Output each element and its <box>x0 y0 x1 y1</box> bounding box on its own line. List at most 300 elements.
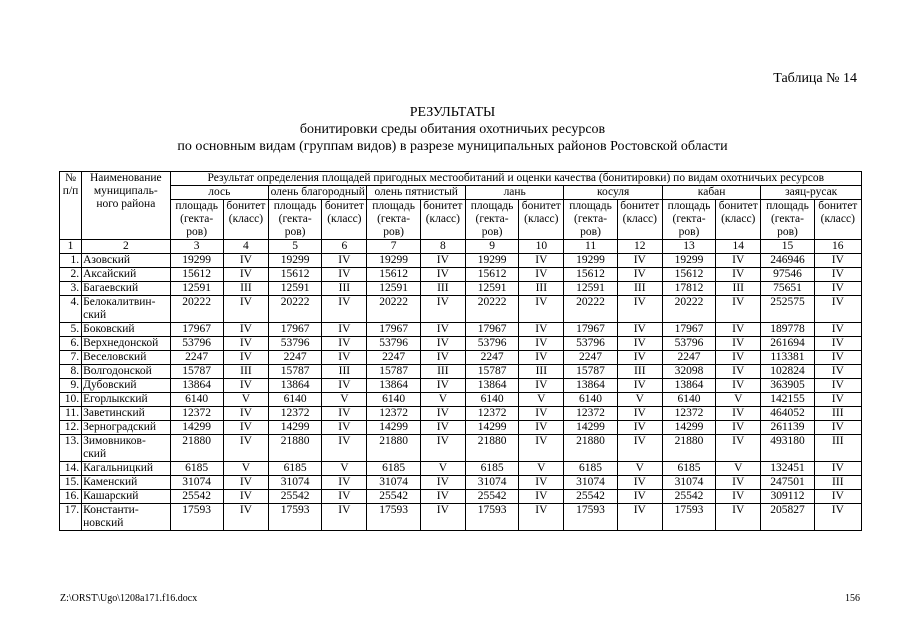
area-cell: 15612 <box>170 268 223 282</box>
bonitet-cell: V <box>617 393 662 407</box>
column-number: 4 <box>223 240 268 254</box>
column-number: 5 <box>269 240 322 254</box>
area-cell: 53796 <box>662 337 715 351</box>
bonitet-cell: IV <box>519 268 564 282</box>
row-number: 11. <box>60 407 82 421</box>
table-row <box>60 268 862 282</box>
column-number: 9 <box>465 240 518 254</box>
bonitet-cell: IV <box>716 476 761 490</box>
row-number: 6. <box>60 337 82 351</box>
area-cell: 53796 <box>465 337 518 351</box>
bonitet-cell: IV <box>322 254 367 268</box>
bonitet-cell: IV <box>814 282 861 296</box>
header-area: площадь (гекта-ров) <box>367 200 420 240</box>
area-cell: 13864 <box>465 379 518 393</box>
results-table <box>59 171 862 531</box>
bonitet-cell: IV <box>223 323 268 337</box>
area-cell: 252575 <box>761 296 814 323</box>
header-bonitet: бонитет (класс) <box>223 200 268 240</box>
area-cell: 2247 <box>170 351 223 365</box>
header-area: площадь (гекта-ров) <box>564 200 617 240</box>
bonitet-cell: III <box>617 365 662 379</box>
area-cell: 25542 <box>367 490 420 504</box>
bonitet-cell: IV <box>420 268 465 282</box>
bonitet-cell: IV <box>617 476 662 490</box>
column-number: 15 <box>761 240 814 254</box>
table-row <box>60 296 862 323</box>
column-number: 12 <box>617 240 662 254</box>
area-cell: 75651 <box>761 282 814 296</box>
bonitet-cell: IV <box>420 421 465 435</box>
district-name: Константи-новский <box>82 504 170 531</box>
area-cell: 15612 <box>465 268 518 282</box>
row-number: 7. <box>60 351 82 365</box>
area-cell: 19299 <box>662 254 715 268</box>
table-row <box>60 476 862 490</box>
area-cell: 247501 <box>761 476 814 490</box>
area-cell: 12372 <box>269 407 322 421</box>
table-number-label: Таблица № 14 <box>773 71 857 86</box>
header-species: заяц-русак <box>761 186 862 200</box>
bonitet-cell: IV <box>617 254 662 268</box>
bonitet-cell: IV <box>223 254 268 268</box>
bonitet-cell: V <box>519 462 564 476</box>
bonitet-cell: IV <box>814 268 861 282</box>
area-cell: 142155 <box>761 393 814 407</box>
bonitet-cell: IV <box>519 323 564 337</box>
district-name: Зерноградский <box>82 421 170 435</box>
bonitet-cell: III <box>519 282 564 296</box>
area-cell: 132451 <box>761 462 814 476</box>
area-cell: 20222 <box>465 296 518 323</box>
header-num: № п/п <box>60 172 82 240</box>
area-cell: 6185 <box>662 462 715 476</box>
district-name: Азовский <box>82 254 170 268</box>
bonitet-cell: IV <box>519 296 564 323</box>
area-cell: 12372 <box>465 407 518 421</box>
row-number: 13. <box>60 435 82 462</box>
area-cell: 31074 <box>367 476 420 490</box>
area-cell: 53796 <box>170 337 223 351</box>
row-number: 5. <box>60 323 82 337</box>
bonitet-cell: IV <box>814 393 861 407</box>
area-cell: 19299 <box>367 254 420 268</box>
header-bonitet: бонитет (класс) <box>519 200 564 240</box>
bonitet-cell: IV <box>519 504 564 531</box>
bonitet-cell: IV <box>322 421 367 435</box>
area-cell: 32098 <box>662 365 715 379</box>
row-number: 1. <box>60 254 82 268</box>
bonitet-cell: IV <box>420 296 465 323</box>
bonitet-cell: IV <box>322 296 367 323</box>
bonitet-cell: IV <box>519 421 564 435</box>
area-cell: 17967 <box>367 323 420 337</box>
header-area: площадь (гекта-ров) <box>170 200 223 240</box>
bonitet-cell: III <box>223 282 268 296</box>
area-cell: 15787 <box>170 365 223 379</box>
area-cell: 53796 <box>269 337 322 351</box>
area-cell: 113381 <box>761 351 814 365</box>
area-cell: 6185 <box>367 462 420 476</box>
area-cell: 15612 <box>367 268 420 282</box>
area-cell: 17593 <box>367 504 420 531</box>
bonitet-cell: IV <box>223 476 268 490</box>
area-cell: 13864 <box>367 379 420 393</box>
bonitet-cell: V <box>716 462 761 476</box>
bonitet-cell: V <box>716 393 761 407</box>
column-number: 16 <box>814 240 861 254</box>
header-subhead-row <box>60 200 862 240</box>
bonitet-cell: IV <box>322 476 367 490</box>
district-name: Белокалитвин-ский <box>82 296 170 323</box>
bonitet-cell: IV <box>617 337 662 351</box>
bonitet-cell: IV <box>420 254 465 268</box>
area-cell: 6140 <box>662 393 715 407</box>
table-row <box>60 407 862 421</box>
bonitet-cell: IV <box>420 504 465 531</box>
table-row <box>60 323 862 337</box>
bonitet-cell: IV <box>814 323 861 337</box>
bonitet-cell: III <box>617 282 662 296</box>
bonitet-cell: IV <box>322 268 367 282</box>
area-cell: 25542 <box>662 490 715 504</box>
bonitet-cell: IV <box>814 421 861 435</box>
bonitet-cell: IV <box>519 254 564 268</box>
bonitet-cell: III <box>420 365 465 379</box>
bonitet-cell: III <box>420 282 465 296</box>
header-area: площадь (гекта-ров) <box>662 200 715 240</box>
column-number: 3 <box>170 240 223 254</box>
area-cell: 20222 <box>367 296 420 323</box>
bonitet-cell: IV <box>814 365 861 379</box>
bonitet-cell: IV <box>617 323 662 337</box>
district-name: Багаевский <box>82 282 170 296</box>
area-cell: 19299 <box>269 254 322 268</box>
area-cell: 97546 <box>761 268 814 282</box>
area-cell: 31074 <box>564 476 617 490</box>
bonitet-cell: IV <box>716 337 761 351</box>
area-cell: 21880 <box>269 435 322 462</box>
area-cell: 6185 <box>465 462 518 476</box>
area-cell: 12591 <box>170 282 223 296</box>
district-name: Дубовский <box>82 379 170 393</box>
header-species: олень пятнистый <box>367 186 465 200</box>
bonitet-cell: III <box>814 407 861 421</box>
bonitet-cell: IV <box>716 323 761 337</box>
area-cell: 19299 <box>564 254 617 268</box>
area-cell: 246946 <box>761 254 814 268</box>
bonitet-cell: IV <box>814 254 861 268</box>
area-cell: 12372 <box>564 407 617 421</box>
header-species-row <box>60 186 862 200</box>
bonitet-cell: IV <box>223 490 268 504</box>
area-cell: 21880 <box>564 435 617 462</box>
column-number-row <box>60 240 862 254</box>
area-cell: 6140 <box>170 393 223 407</box>
bonitet-cell: IV <box>814 379 861 393</box>
bonitet-cell: III <box>814 435 861 462</box>
bonitet-cell: III <box>519 365 564 379</box>
area-cell: 12591 <box>269 282 322 296</box>
bonitet-cell: IV <box>716 490 761 504</box>
area-cell: 21880 <box>170 435 223 462</box>
bonitet-cell: V <box>420 462 465 476</box>
row-number: 2. <box>60 268 82 282</box>
bonitet-cell: IV <box>322 323 367 337</box>
area-cell: 6140 <box>564 393 617 407</box>
area-cell: 14299 <box>465 421 518 435</box>
area-cell: 102824 <box>761 365 814 379</box>
area-cell: 12372 <box>662 407 715 421</box>
bonitet-cell: IV <box>716 421 761 435</box>
bonitet-cell: IV <box>716 268 761 282</box>
header-bonitet: бонитет (класс) <box>617 200 662 240</box>
area-cell: 14299 <box>269 421 322 435</box>
header-species: лось <box>170 186 268 200</box>
bonitet-cell: IV <box>223 296 268 323</box>
row-number: 14. <box>60 462 82 476</box>
bonitet-cell: IV <box>223 379 268 393</box>
area-cell: 2247 <box>465 351 518 365</box>
area-cell: 6185 <box>170 462 223 476</box>
area-cell: 6185 <box>269 462 322 476</box>
bonitet-cell: IV <box>420 407 465 421</box>
column-number: 13 <box>662 240 715 254</box>
column-number: 7 <box>367 240 420 254</box>
area-cell: 17593 <box>465 504 518 531</box>
area-cell: 6140 <box>465 393 518 407</box>
bonitet-cell: IV <box>420 337 465 351</box>
area-cell: 6140 <box>367 393 420 407</box>
bonitet-cell: IV <box>322 379 367 393</box>
table-body <box>60 254 862 531</box>
row-number: 3. <box>60 282 82 296</box>
area-cell: 31074 <box>170 476 223 490</box>
district-name: Боковский <box>82 323 170 337</box>
area-cell: 309112 <box>761 490 814 504</box>
bonitet-cell: IV <box>223 337 268 351</box>
row-number: 10. <box>60 393 82 407</box>
column-number: 6 <box>322 240 367 254</box>
area-cell: 493180 <box>761 435 814 462</box>
area-cell: 189778 <box>761 323 814 337</box>
area-cell: 363905 <box>761 379 814 393</box>
header-result: Результат определения площадей пригодных местообитаний и оценки качества (бонитировки) по видам охотничьих ресурсов <box>170 172 861 186</box>
row-number: 9. <box>60 379 82 393</box>
bonitet-cell: V <box>322 393 367 407</box>
bonitet-cell: IV <box>617 435 662 462</box>
row-number: 12. <box>60 421 82 435</box>
district-name: Аксайский <box>82 268 170 282</box>
bonitet-cell: IV <box>617 421 662 435</box>
area-cell: 31074 <box>465 476 518 490</box>
header-area: площадь (гекта-ров) <box>465 200 518 240</box>
bonitet-cell: IV <box>617 379 662 393</box>
header-bonitet: бонитет (класс) <box>322 200 367 240</box>
area-cell: 17967 <box>465 323 518 337</box>
area-cell: 21880 <box>367 435 420 462</box>
header-district-name: Наименование муниципаль-ного района <box>82 172 170 240</box>
district-name: Кагальницкий <box>82 462 170 476</box>
district-name: Верхнедонской <box>82 337 170 351</box>
bonitet-cell: IV <box>814 337 861 351</box>
area-cell: 12591 <box>564 282 617 296</box>
area-cell: 17812 <box>662 282 715 296</box>
bonitet-cell: IV <box>716 504 761 531</box>
header-species: косуля <box>564 186 662 200</box>
table-row <box>60 462 862 476</box>
area-cell: 14299 <box>662 421 715 435</box>
area-cell: 21880 <box>662 435 715 462</box>
bonitet-cell: IV <box>716 296 761 323</box>
bonitet-cell: IV <box>322 435 367 462</box>
area-cell: 17593 <box>170 504 223 531</box>
area-cell: 2247 <box>269 351 322 365</box>
bonitet-cell: IV <box>420 435 465 462</box>
bonitet-cell: IV <box>519 476 564 490</box>
bonitet-cell: IV <box>617 351 662 365</box>
bonitet-cell: IV <box>420 476 465 490</box>
table-row <box>60 490 862 504</box>
header-area: площадь (гекта-ров) <box>761 200 814 240</box>
area-cell: 13864 <box>269 379 322 393</box>
bonitet-cell: IV <box>814 462 861 476</box>
bonitet-cell: IV <box>716 351 761 365</box>
bonitet-cell: IV <box>519 490 564 504</box>
bonitet-cell: III <box>322 282 367 296</box>
bonitet-cell: IV <box>716 407 761 421</box>
area-cell: 2247 <box>367 351 420 365</box>
area-cell: 19299 <box>465 254 518 268</box>
column-number: 1 <box>60 240 82 254</box>
bonitet-cell: IV <box>223 407 268 421</box>
district-name: Заветинский <box>82 407 170 421</box>
area-cell: 13864 <box>564 379 617 393</box>
document-title: РЕЗУЛЬТАТЫ <box>409 105 496 120</box>
bonitet-cell: IV <box>322 351 367 365</box>
area-cell: 17967 <box>564 323 617 337</box>
bonitet-cell: IV <box>322 490 367 504</box>
footer-file-path: Z:\ORST\Ugo\1208a171.f16.docx <box>60 593 198 604</box>
area-cell: 20222 <box>170 296 223 323</box>
header-species: олень благородный <box>269 186 367 200</box>
table-row <box>60 421 862 435</box>
bonitet-cell: IV <box>322 407 367 421</box>
area-cell: 12591 <box>465 282 518 296</box>
bonitet-cell: IV <box>716 254 761 268</box>
area-cell: 13864 <box>170 379 223 393</box>
bonitet-cell: IV <box>519 337 564 351</box>
bonitet-cell: IV <box>617 268 662 282</box>
area-cell: 53796 <box>564 337 617 351</box>
row-number: 4. <box>60 296 82 323</box>
bonitet-cell: IV <box>814 490 861 504</box>
area-cell: 15787 <box>465 365 518 379</box>
area-cell: 2247 <box>564 351 617 365</box>
area-cell: 20222 <box>662 296 715 323</box>
bonitet-cell: IV <box>223 504 268 531</box>
header-bonitet: бонитет (класс) <box>814 200 861 240</box>
header-bonitet: бонитет (класс) <box>716 200 761 240</box>
document-heading <box>0 104 905 155</box>
district-name: Волгодонской <box>82 365 170 379</box>
bonitet-cell: IV <box>814 504 861 531</box>
column-number: 14 <box>716 240 761 254</box>
district-name: Кашарский <box>82 490 170 504</box>
area-cell: 261694 <box>761 337 814 351</box>
bonitet-cell: IV <box>716 365 761 379</box>
bonitet-cell: III <box>223 365 268 379</box>
document-subtitle-line1: бонитировки среды обитания охотничьих ресурсов <box>299 122 606 137</box>
table-row <box>60 435 862 462</box>
area-cell: 6185 <box>564 462 617 476</box>
area-cell: 12591 <box>367 282 420 296</box>
bonitet-cell: IV <box>617 504 662 531</box>
row-number: 17. <box>60 504 82 531</box>
area-cell: 21880 <box>465 435 518 462</box>
table-row <box>60 351 862 365</box>
area-cell: 15787 <box>367 365 420 379</box>
bonitet-cell: IV <box>322 504 367 531</box>
area-cell: 15787 <box>564 365 617 379</box>
area-cell: 6140 <box>269 393 322 407</box>
header-species: лань <box>465 186 563 200</box>
bonitet-cell: IV <box>420 323 465 337</box>
bonitet-cell: V <box>519 393 564 407</box>
column-number: 2 <box>82 240 170 254</box>
area-cell: 15612 <box>662 268 715 282</box>
area-cell: 19299 <box>170 254 223 268</box>
area-cell: 12372 <box>170 407 223 421</box>
area-cell: 13864 <box>662 379 715 393</box>
column-number: 10 <box>519 240 564 254</box>
area-cell: 31074 <box>269 476 322 490</box>
bonitet-cell: IV <box>420 490 465 504</box>
bonitet-cell: IV <box>223 268 268 282</box>
bonitet-cell: IV <box>519 435 564 462</box>
bonitet-cell: IV <box>519 407 564 421</box>
bonitet-cell: IV <box>519 351 564 365</box>
area-cell: 464052 <box>761 407 814 421</box>
area-cell: 14299 <box>367 421 420 435</box>
area-cell: 25542 <box>465 490 518 504</box>
bonitet-cell: V <box>223 462 268 476</box>
table-row <box>60 379 862 393</box>
column-number: 11 <box>564 240 617 254</box>
district-name: Веселовский <box>82 351 170 365</box>
area-cell: 2247 <box>662 351 715 365</box>
area-cell: 20222 <box>269 296 322 323</box>
bonitet-cell: IV <box>716 379 761 393</box>
bonitet-cell: III <box>322 365 367 379</box>
row-number: 16. <box>60 490 82 504</box>
bonitet-cell: IV <box>420 379 465 393</box>
table-row <box>60 254 862 268</box>
bonitet-cell: IV <box>223 435 268 462</box>
row-number: 8. <box>60 365 82 379</box>
area-cell: 53796 <box>367 337 420 351</box>
bonitet-cell: IV <box>223 351 268 365</box>
bonitet-cell: IV <box>814 296 861 323</box>
bonitet-cell: V <box>322 462 367 476</box>
area-cell: 14299 <box>564 421 617 435</box>
document-subtitle-line2: по основным видам (группам видов) в разрезе муниципальных районов Ростовской области <box>177 139 728 154</box>
area-cell: 17593 <box>564 504 617 531</box>
column-number: 8 <box>420 240 465 254</box>
bonitet-cell: IV <box>814 351 861 365</box>
area-cell: 15612 <box>564 268 617 282</box>
table-row <box>60 393 862 407</box>
